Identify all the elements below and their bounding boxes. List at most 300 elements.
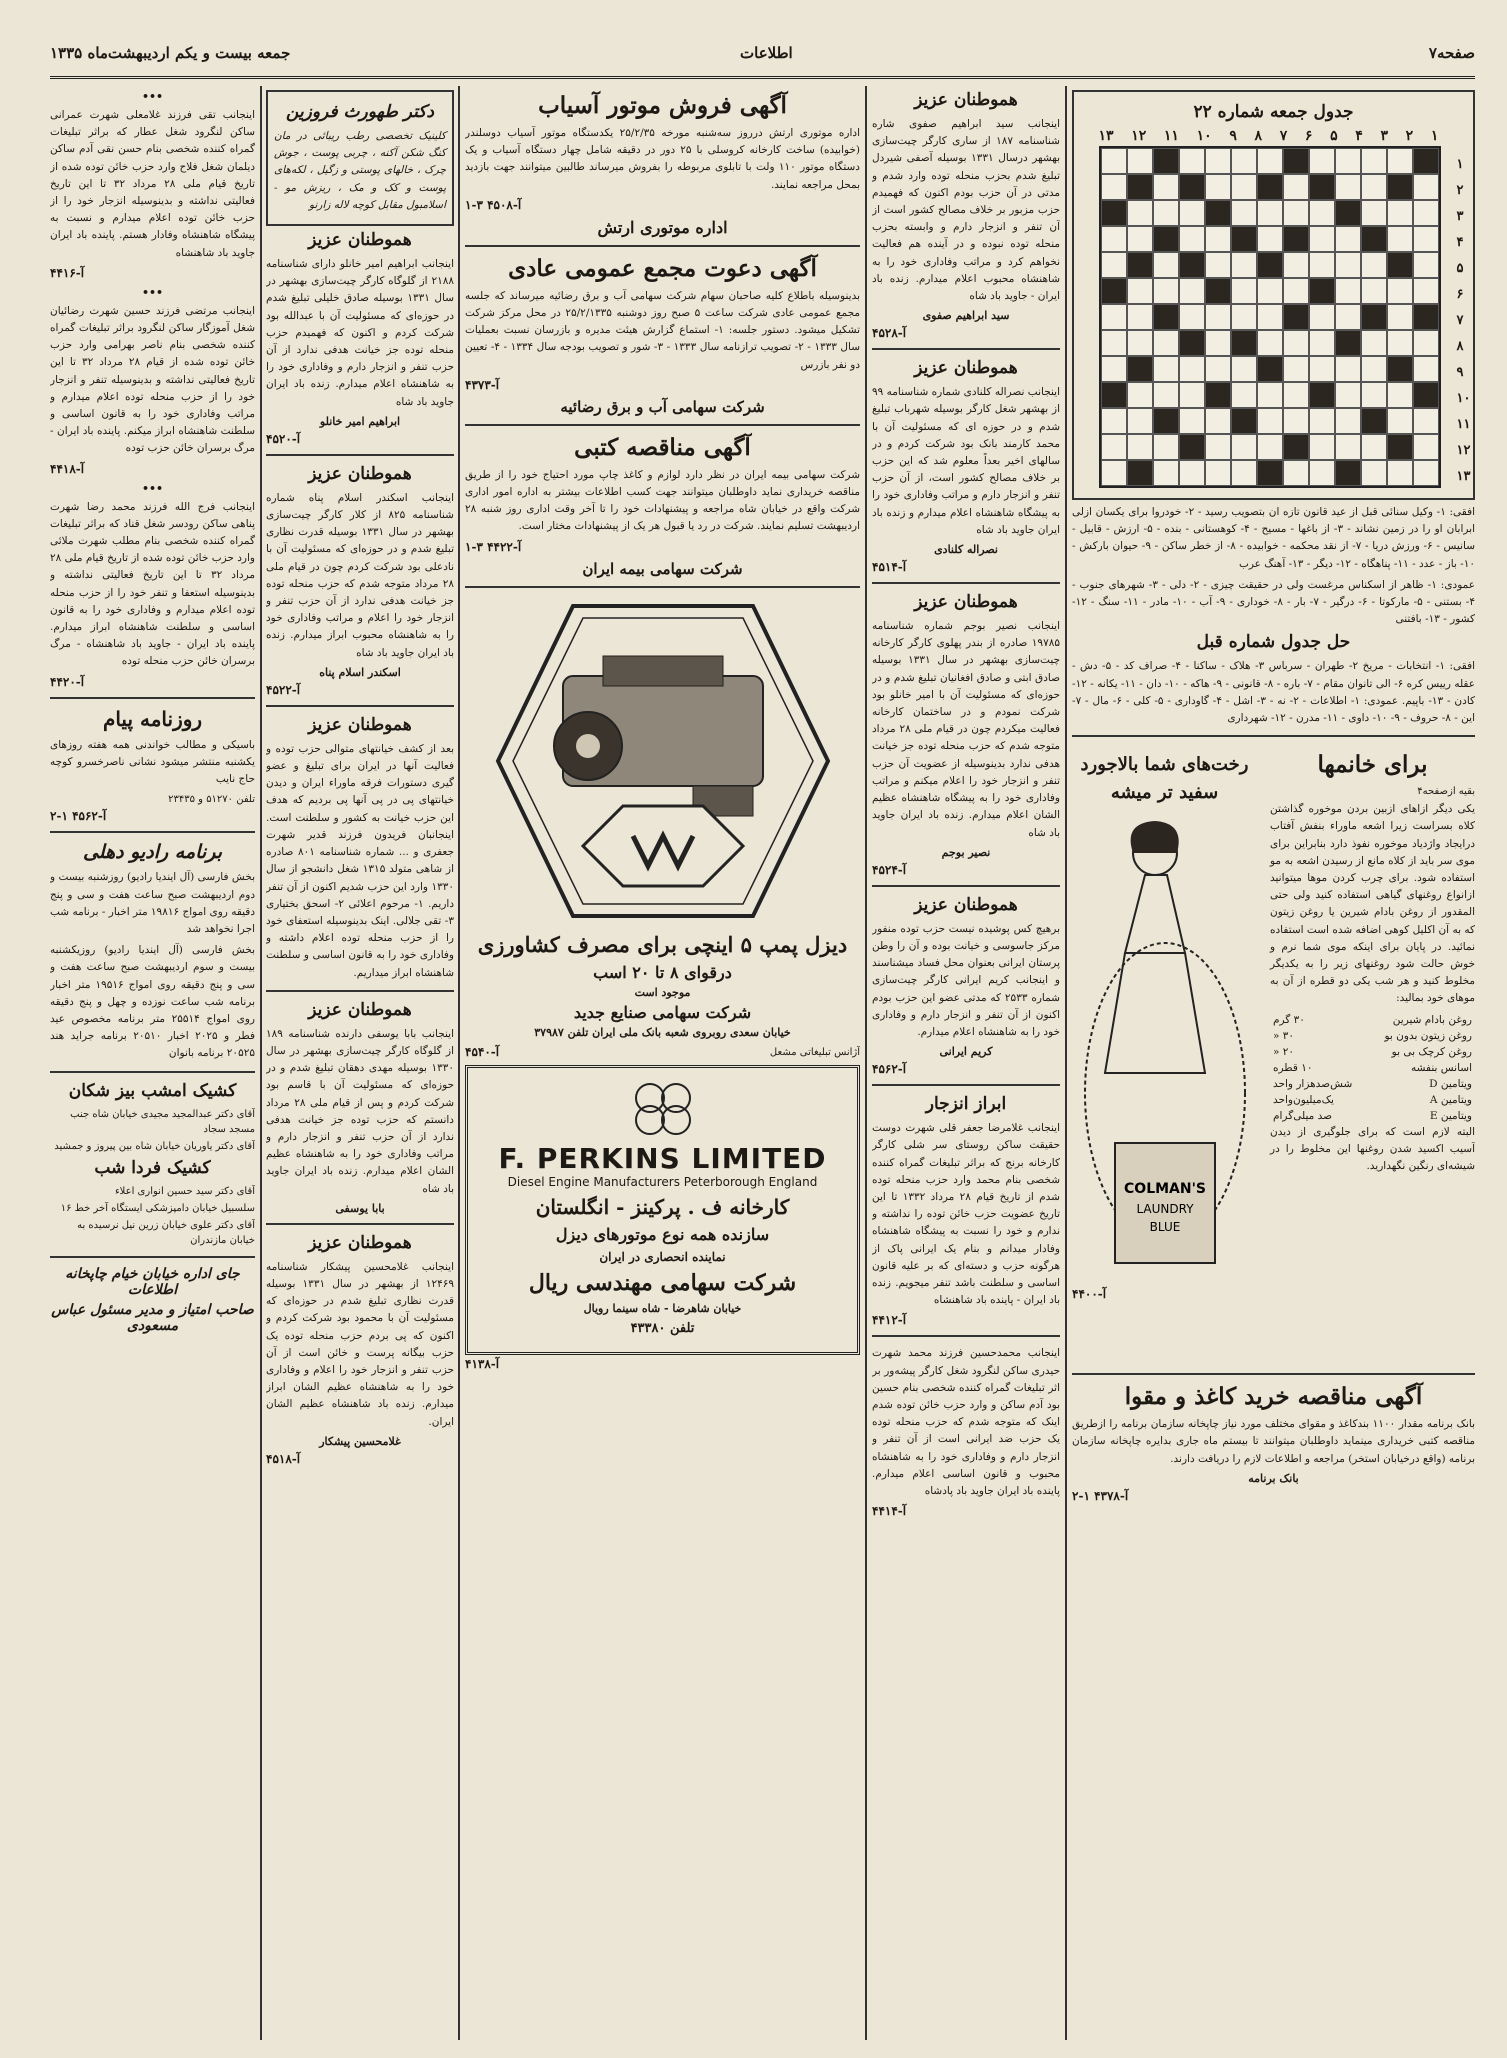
col4-notice-signer: ابراهیم امیر خانلو [319,414,401,428]
crossword-cell[interactable] [1335,356,1361,382]
payam-phone: تلفن ۵۱۲۷۰ و ۲۳۴۳۵ [168,794,255,806]
crossword-cell[interactable] [1361,252,1387,278]
crossword-cell [1335,200,1361,226]
ad-assembly-signer: شرکت سهامی آب و برق رضائیه [560,397,765,416]
crossword-cell[interactable] [1231,356,1257,382]
crossword-cell[interactable] [1153,434,1179,460]
crossword-cell[interactable] [1387,200,1413,226]
recipe-item: روغن کرچک بی بو [1391,1045,1472,1058]
section-divider [266,1223,454,1225]
col5-notice-code: آ-۴۴۲۰ [50,674,85,689]
office-line-1: جای اداره خیابان خیام چاپخانه اطلاعات [65,1265,240,1298]
crossword-cell[interactable] [1153,330,1179,356]
crossword-cell[interactable] [1309,304,1335,330]
crossword-cell[interactable] [1335,304,1361,330]
column-crossword [1072,86,1475,2040]
crossword-cell[interactable] [1335,278,1361,304]
crossword-col-number: ۷ [1279,128,1288,144]
crossword-cell[interactable] [1257,226,1283,252]
crossword-cell[interactable] [1387,382,1413,408]
crossword-cell[interactable] [1309,148,1335,174]
crossword-cell [1413,304,1439,330]
perkins-fa-agent-label: نماینده انحصاری در ایران [599,1249,726,1264]
crossword-cell[interactable] [1283,278,1309,304]
crossword-cell[interactable] [1127,408,1153,434]
recipe-row [1270,1060,1475,1076]
crossword-cell[interactable] [1101,356,1127,382]
col2-notice-title: هموطنان عزیز [914,894,1018,915]
home-section [1072,745,1475,1365]
pharmacy-item: آقای دکتر عبدالمجید مجیدی خیابان شاه جنب مسجد سجاد [70,1108,255,1135]
crossword-cell[interactable] [1283,200,1309,226]
col2-notice-code: آ-۴۵۲۸ [872,326,907,341]
crossword-cell[interactable] [1387,330,1413,356]
col5-notice-marker: ••• [141,90,164,103]
col2-notice-title: هموطنان عزیز [914,90,1018,110]
crossword-cell[interactable] [1309,226,1335,252]
newspaper-name: اطلاعات [740,44,793,62]
crossword-col-number: ۱۱ [1163,128,1179,144]
crossword-cell[interactable] [1335,174,1361,200]
perkins-en-title: F. PERKINS LIMITED [498,1141,827,1175]
col4-notice-code: آ-۴۵۲۰ [266,431,301,446]
crossword-cell [1387,252,1413,278]
recipe-row [1270,1092,1475,1108]
crossword-across-clues: افقی: ۱- وکیل سنائی قبل از عید قانون تازه ان بتصویب رسید - ۲- خودروا برای یکسان ازلی ابرابان او را در زمین نشاند - ۳- از باغها - مسیح - ۴- کوهستانی - بنده - ۵- ارزش - قابیل - سانیس - ۶- ورزش دریا - ۷- از نقد محکمه - خوابیده - ۸- از خطر ساکن - ۹- حیوان بارکش - ۱۰- باز - عدد - ۱۱- پناهگاه - ۱۲- دیگر - ۱۳- آهنگ عرب [1072,506,1475,570]
svg-text:BLUE: BLUE [1149,1220,1180,1235]
col2-notice-body: اینجانب محمدحسین فرزند محمد شهرت حیدری ساکن لنگرود شغل کارگر پیشه‌ور بر اثر تبلیغات گمراه کننده شخصی بنام حسین بود آدم ساکن و وارد حزب خائن توده شدم اینک که متوجه شدم که حزب منحله توده یک حزب ضد ایرانی است از آن تنفر و انزجار دارم و وفاداری خود را به شاهنشاه محبوب و قانون اساسی اعلام میدارم. پاینده باد ایران جاوید باد پادشاه [872,1347,1060,1497]
crossword-row-number: ۲ [1456,183,1464,198]
crossword-cell [1101,382,1127,408]
ad-tender-title: آگهی مناقصه کتبی [574,433,751,461]
payam-body: باسیکی و مطالب خواندنی همه هفته روزهای یکشنبه منتشر میشود نشانی ناصرخسرو کوچه حاج نایب [50,738,255,786]
section-divider [266,454,454,456]
crossword-cell[interactable] [1205,148,1231,174]
pump-ad-title: دیزل پمپ ۵ اینچی برای مصرف کشاورزی [477,931,848,957]
crossword-cell [1101,278,1127,304]
col2-notice-code: آ-۴۵۲۴ [872,862,907,877]
column-rule [458,86,460,2040]
crossword-cell[interactable] [1205,460,1231,486]
crossword-col-number: ۵ [1330,128,1338,144]
crossword-cell [1179,330,1205,356]
crossword-cell[interactable] [1231,148,1257,174]
crossword-cell[interactable] [1179,226,1205,252]
pump-ad-sub: درقوای ۸ تا ۲۰ اسب [593,962,732,982]
crossword-cell[interactable] [1257,200,1283,226]
crossword-cell[interactable] [1335,148,1361,174]
pump-ad-address: خیابان سعدی روبروی شعبه بانک ملی ایران تلفن ۳۷۹۸۷ [534,1025,791,1039]
crossword-cell[interactable] [1127,382,1153,408]
crossword-row-number: ۱۰ [1456,391,1471,406]
crossword-cell [1205,278,1231,304]
col2-notice-code: آ-۴۴۱۲ [872,1313,907,1328]
home-text [1270,745,1475,1179]
crossword-cell[interactable] [1153,278,1179,304]
crossword-cell[interactable] [1257,408,1283,434]
crossword-cell[interactable] [1179,278,1205,304]
col4-notice-title: هموطنان عزیز [308,1232,412,1253]
recipe-row [1270,1076,1475,1092]
crossword-cell[interactable] [1153,200,1179,226]
crossword-cell[interactable] [1127,434,1153,460]
crossword-cell[interactable] [1257,382,1283,408]
crossword-cell [1231,408,1257,434]
col2-notice-title: ابراز انزجار [925,1094,1007,1115]
crossword-cell [1127,460,1153,486]
crossword-wrap [1098,128,1471,488]
crossword-cell[interactable] [1361,356,1387,382]
section-divider [872,885,1060,887]
crossword-cell[interactable] [1413,356,1439,382]
radio-block-2: بخش فارسی (آل ایندیا رادیو) روزیکشنبه بیست و سوم اردیبهشت صبح ساعت هفت و سی و پنج دقیقه روی امواج ۱۹۵۱۶ متر اخبار برنامه شب ساعت نوزده و چهل و پنج دقیقه روی امواج ۲۵۵۱۴ متر برنامه مخصوص عید فطر و ۲۰۲۵ اخبار ۲۰۵۱۰ برنامه جراید هند ۲۰۵۲۵ برنامه بانوان [50,944,255,1060]
crossword-cell[interactable] [1153,252,1179,278]
crossword-grid[interactable] [1099,146,1441,488]
col2-notice-signer: کریم ایرانی [939,1045,993,1059]
pump-ad-footer [465,1043,860,1065]
col5-notice-body: اینجانب فرج الله فرزند محمد رضا شهرت پناهی ساکن رودسر شغل قناد که براثر تبلیغات گمراه کننده شخصی بنام مطلب شهرت ملائی وارد حزب خائن توده شده از تاریخ قیام ملی ۲۸ مرداد ۳۲ تا این تاریخ فعالیتی نداشته و بدینوسیله استعفا و تنفر خود را از حزب منحله توده اعلام میدارم و وفاداری خود را به قانون اساسی و سلطنت شاهنشاه ابراز میدارم. پاینده باد ایران - جاوید باد شاهنشاه - مرگ برسران خائن حزب منحله توده [50,500,255,668]
crossword-cell[interactable] [1309,200,1335,226]
pharmacy-item: سلسبیل خیابان دامپزشکی ایستگاه آخر خط ۱۶ [60,1202,255,1214]
crossword-cell[interactable] [1231,434,1257,460]
section-divider [50,1256,255,1258]
column-rule [260,86,262,2040]
crossword-answer-title: حل جدول شماره قبل [1196,632,1351,653]
crossword-cell[interactable] [1387,278,1413,304]
crossword-cell[interactable] [1153,460,1179,486]
crossword-cell[interactable] [1179,408,1205,434]
crossword-cell[interactable] [1179,460,1205,486]
crossword-cell[interactable] [1153,356,1179,382]
crossword-cell[interactable] [1257,434,1283,460]
column-notices-2 [872,86,1060,2040]
crossword-cell[interactable] [1361,382,1387,408]
col4-notice-body: بعد از کشف خیانتهای متوالی حزب توده و فعالیت آنها در ایران برای تبلیغ و عضو گیری دستورات فرقه ماوراء ایران و دیدن خیانتهای پی در پی آنها پی بردیم که هدف این حزب خیانت به کشور و سلطنت است. اینجانبان فریدون فرزند قدیر شهرت جعفری و ... شماره شناسنامه ۸۰۱ صادره از شاهی متولد ۱۳۱۵ شغل دانشجو از سال ۱۳۳۰ وارد این حزب شدیم اکنون از آن تنفر داریم. ۱- مرحوم اعلائی ۲- اسحق بختیاری ۳- تقی جلالی. اینک بدینوسیله استعفای خود را از حزب منحله توده اعلام داشته و وفاداری خود را به قانون اساسی و سلطنت شاهنشاه ابراز میداریم. [266,742,454,979]
crossword-col-number: ۱۲ [1131,128,1147,144]
recipe-row [1270,1108,1475,1124]
crossword-cell[interactable] [1335,434,1361,460]
crossword-cell[interactable] [1413,434,1439,460]
tender-signer: بانک برنامه [1248,1471,1299,1485]
radio-block-1: بخش فارسی (آل ایندیا رادیو) روزشنبه بیست و دوم اردیبهشت صبح ساعت هفت و سی و پنج دقیقه روی امواج ۱۹۸۱۶ متر اخبار - برنامه شب اجرا نخواهد شد [50,871,255,935]
crossword-row-number: ۱۳ [1456,469,1471,484]
column-rule [865,86,867,2040]
col2-notice-signer: نصراله کلنادی [934,543,998,557]
section-divider [266,705,454,707]
crossword-cell[interactable] [1361,434,1387,460]
crossword-row-number: ۶ [1456,287,1464,302]
recipe-item: روغن زیتون بدون بو [1384,1029,1472,1042]
col2-notice-body: برهیچ کس پوشیده نیست حزب توده منفور مرکز جاسوسی و خیانت بوده و آن را وطن پرستان ایرانی بعنوان محل فساد میشناسند و اینجانب کریم ایرانی کارگر چیت‌سازی شماره ۲۵۳۳ که مدتی عضو این حزب بودم اکنون از آن تنفر و انزجار دارم و وفاداری خود را به شاهنشاه اعلام میدارم. [872,922,1060,1038]
crossword-cell[interactable] [1387,226,1413,252]
col5-notice-body: اینجانب تقی فرزند غلامعلی شهرت عمرانی ساکن لنگرود شغل عطار که براثر تبلیغات گمراه کننده شخصی بنام حسن نقی آدم ساکن دیلمان شغل فلاح وارد حزب خائن توده شده از تاریخ قیام ملی ۲۸ مرداد ۳۲ تا این تاریخ فعالیتی نداشته و بدینوسیله انزجار خود را از حزب خائن توده اعلام میدارم و نسبت به پیشگاه شاهنشاه وفادار هستم. پاینده باد ایران جاوید باد شاهنشاه [50,109,255,259]
col4-notice-signer: اسکندر اسلام پناه [319,665,401,679]
recipe-row [1270,1028,1475,1044]
crossword-cell[interactable] [1335,252,1361,278]
perkins-ad [465,1065,860,1355]
crossword-row-number: ۸ [1456,339,1464,354]
crossword-cell[interactable] [1413,278,1439,304]
ad-tender-code: آ-۴۴۲۲ ۳-۱ [465,539,522,554]
crossword-cell[interactable] [1413,252,1439,278]
recipe-qty: ۳۰ گرم [1273,1013,1305,1026]
ad-mill-body: اداره موتوری ارتش درروز سه‌شنبه مورخه ۲۵/۲/۳۵ یکدستگاه موتور آسیاب دوسلندر (خوابیده) ساخت کارخانه کروسلی با ۲۵ دور در دقیقه شامل چهار دستگاه آسیاب و یک دستگاه موتور ۱۱۰ ولت با تابلوی مربوطه را بفروش میرساند طالبین میتوانند جهت بازدید بمحل مراجعه نمایند. [465,127,860,191]
recipe-qty: یک‌میلیون‌واحد [1273,1093,1334,1106]
crossword-cell[interactable] [1413,200,1439,226]
perkins-logo-icon [628,1078,698,1138]
crossword-cell[interactable] [1179,148,1205,174]
col4-notice-body: اینجانب اسکندر اسلام پناه شماره شناسنامه ۸۲۵ از کلار کارگر چیت‌سازی بهشهر در سال ۱۳۳۱ بوسیله قدرت نظاری تبلیغ شدم و در حوزه‌ای که مسئولیت آن با نادعلی بود شرکت کردم چون در قیام ملی ۲۸ مرداد متوجه شدم که حزب منحله توده جز خیانت هدفی ندارد از آن حزب تنفر و انزجار خود را اعلام و مراتب وفاداری خود را به شاهنشاه محبوب ابراز میدارم. زنده باد ایران جاوید باد شاه [266,491,454,659]
crossword-cell[interactable] [1101,304,1127,330]
crossword-cell[interactable] [1231,460,1257,486]
section-divider [465,245,860,247]
crossword-cell[interactable] [1231,174,1257,200]
pharmacy-title: کشیک امشب بیز شکان [68,1080,237,1101]
crossword-row-number: ۱ [1456,157,1464,172]
crossword-cell[interactable] [1361,278,1387,304]
col4-notice-body: اینجانب بابا یوسفی دارنده شناسنامه ۱۸۹ از گلوگاه کارگر چیت‌سازی بهشهر در سال ۱۳۳۰ بوسیله مهدی دهقان تبلیغ شدم و در حوزه‌ای که مسئولیت آن با قاسم بود شرکت کردم و پس از قیام ملی ۲۸ مرداد دانستم که حزب توده جز خیانت هدفی ندارد از آن حزب تنفر و انزجار دارم و مراتب وفاداری خود را به شاهنشاه عظیم الشان اعلام میدارم. زنده باد ایران جاوید باد شاه [266,1027,454,1195]
crossword-cell[interactable] [1101,434,1127,460]
crossword-cell [1387,174,1413,200]
crossword-cell[interactable] [1387,460,1413,486]
recipe-qty: شش‌صدهزار واحد [1273,1077,1353,1090]
crossword-cell[interactable] [1361,174,1387,200]
crossword-cell[interactable] [1361,330,1387,356]
crossword-cell[interactable] [1101,148,1127,174]
crossword-row-numbers [1457,152,1471,490]
crossword-cell [1335,460,1361,486]
crossword-cell[interactable] [1413,174,1439,200]
crossword-cell[interactable] [1335,408,1361,434]
crossword-cell[interactable] [1387,148,1413,174]
perkins-phone: تلفن ۴۳۳۸۰ [630,1320,695,1336]
recipe-qty: ۲۰ « [1273,1045,1295,1058]
crossword-cell[interactable] [1309,434,1335,460]
crossword-cell [1179,252,1205,278]
crossword-cell [1231,330,1257,356]
col5-notice-marker: ••• [141,285,164,299]
crossword-cell[interactable] [1231,252,1257,278]
crossword-cell[interactable] [1309,356,1335,382]
col2-notice-code: آ-۴۵۱۴ [872,560,907,575]
crossword-cell[interactable] [1127,148,1153,174]
crossword-row-number: ۱۲ [1456,443,1471,458]
crossword-cell [1179,434,1205,460]
crossword-cell [1153,226,1179,252]
crossword-cell[interactable] [1283,252,1309,278]
crossword-cell[interactable] [1257,148,1283,174]
crossword-cell[interactable] [1205,356,1231,382]
crossword-cell [1205,200,1231,226]
crossword-cell[interactable] [1153,382,1179,408]
crossword-cell[interactable] [1127,304,1153,330]
recipe-item: ویتامین E [1429,1109,1472,1122]
crossword-cell[interactable] [1127,278,1153,304]
crossword-cell [1387,434,1413,460]
doctor-ad-body: کلینیک تخصصی رطب ریبائی در مان کنگ شکن آکنه ، چربی پوست ، جوش چرک ، خالهای پوستی و زگیل ، لکه‌های پوست و کک و مک ، ریزش مو - اسلامبول مقابل کوچه لاله زارنو [274,130,446,211]
crossword-cell[interactable] [1205,304,1231,330]
crossword-cell [1361,408,1387,434]
crossword-cell[interactable] [1127,200,1153,226]
recipe-item: روغن بادام شیرین [1392,1013,1472,1026]
crossword-cell [1283,304,1309,330]
crossword-cell[interactable] [1231,304,1257,330]
perkins-fa-sub: سازنده همه نوع موتورهای دیزل [555,1224,770,1244]
section-divider [872,348,1060,350]
ad-tender-signer: شرکت سهامی بیمه ایران [582,559,743,578]
crossword-cell [1309,382,1335,408]
crossword-cell [1127,252,1153,278]
crossword-cell[interactable] [1283,408,1309,434]
crossword-cell[interactable] [1413,460,1439,486]
crossword-cell[interactable] [1179,356,1205,382]
crossword-cell[interactable] [1101,226,1127,252]
home-footer: البته لازم است که برای جلوگیری از دیدن آسیب اکسید شدن روغنها این مخلوط را در شیشه‌ای رنگین نگهدارید. [1270,1125,1475,1173]
crossword-cell[interactable] [1387,408,1413,434]
crossword-cell [1231,226,1257,252]
crossword-cell[interactable] [1361,148,1387,174]
crossword-cell[interactable] [1335,382,1361,408]
column-notices-5 [50,86,255,2040]
crossword-cell [1153,408,1179,434]
svg-text:LAUNDRY: LAUNDRY [1135,1202,1194,1217]
perkins-fa-title: کارخانه ف . پرکینز - انگلستان [535,1194,790,1219]
crossword-cell[interactable] [1153,174,1179,200]
crossword-cell[interactable] [1231,382,1257,408]
col4-notice-code: آ-۴۵۱۸ [266,1451,301,1466]
crossword-cell[interactable] [1361,460,1387,486]
col2-notice-code: آ-۴۴۱۴ [872,1504,907,1519]
crossword-cell[interactable] [1387,304,1413,330]
col4-notice-title: هموطنان عزیز [308,230,412,251]
crossword-cell[interactable] [1309,252,1335,278]
crossword-cell[interactable] [1205,174,1231,200]
pump-ad-code: آ-۴۵۴۰ [465,1044,500,1059]
crossword-cell[interactable] [1205,408,1231,434]
crossword-cell[interactable] [1283,174,1309,200]
pump-ad-stock: موجود است [634,985,691,999]
crossword-cell[interactable] [1413,408,1439,434]
laundry-ad [1072,745,1257,1355]
crossword-cell[interactable] [1205,226,1231,252]
crossword-cell[interactable] [1101,174,1127,200]
crossword-cell [1153,304,1179,330]
crossword-cell[interactable] [1283,382,1309,408]
section-divider [50,1071,255,1073]
crossword-cell[interactable] [1309,460,1335,486]
recipe-row [1270,1012,1475,1028]
crossword-cell[interactable] [1231,278,1257,304]
crossword-cell[interactable] [1179,304,1205,330]
crossword-row-number: ۵ [1456,261,1464,276]
col4-notice-body: اینجانب غلامحسین پیشکار شناسنامه ۱۲۴۶۹ از بهشهر در سال ۱۳۳۱ بوسیله قدرت نظاری تبلیغ شدم در حوزه‌ای که مسئولیت آن با محمود بود شرکت کردم و اکنون که پی بردم حزب منحله توده یک حزب بیگانه پرست و خائن است از آن حزب تنفر و انزجار خود را اعلام و وفاداری خود را به شاهنشاه عظیم الشان ابراز میدارم. زنده باد شاهنشاه عظیم الشان ایران. [266,1260,454,1428]
crossword-cell[interactable] [1205,330,1231,356]
ad-mill-title: آگهی فروش موتور آسیاب [538,92,787,119]
col4-notice-body: اینجانب ابراهیم امیر خانلو دارای شناسنامه ۲۱۸۸ از گلوگاه کارگر چیت‌سازی بهشهر در سال ۱۳۳۱ بوسیله صادق خلیلی تبلیغ شدم در حوزه‌ای که مسئولیت آن با عبدالله بود شرکت کردم و اکنون که فهمیدم حزب منحله توده جز خیانت هدفی ندارد از آن حزب تنفر و انزجار دارم و وفاداری خود را به شاهنشاه اعلام میدارم. زنده باد ایران جاوید باد شاه [266,258,454,408]
crossword-cell[interactable] [1309,408,1335,434]
crossword-cell [1413,148,1439,174]
crossword-cell[interactable] [1309,330,1335,356]
crossword-cell[interactable] [1283,460,1309,486]
pump-ad [465,596,860,1065]
crossword-cell[interactable] [1101,252,1127,278]
crossword-cell[interactable] [1101,408,1127,434]
crossword-cell[interactable] [1179,200,1205,226]
crossword-cell[interactable] [1127,226,1153,252]
crossword-cell[interactable] [1361,200,1387,226]
section-divider [872,582,1060,584]
recipe-item: ویتامین D [1429,1077,1472,1090]
crossword-cell[interactable] [1231,200,1257,226]
crossword-cell[interactable] [1413,330,1439,356]
crossword-cell [1283,434,1309,460]
crossword-cell[interactable] [1335,226,1361,252]
laundry-ad-caption: رخت‌های شما بالاجورد سفید تر میشه [1080,754,1249,804]
crossword-col-number: ۹ [1229,128,1237,144]
laundry-ad-code: آ-۴۴۰۰ [1072,1287,1107,1302]
col5-notice-body: اینجانب مرتضی فرزند حسین شهرت رضائیان شغل آموزگار ساکن لنگرود براثر تبلیغات گمراه کننده شخصی بنام ناصر بهرامی وارد حزب خائن توده شده از قیام ۲۸ مرداد ۳۲ تا این تاریخ فعالیتی نداشته و بدینوسیله تنفر و انزجار خود را از حزب منحله توده اعلام میدارم و مراتب وفاداری خود را به قانون اساسی و سلطنت شاهنشاه ابراز میکنم. پاینده باد ایران - مرگ برسران خائن حزب توده [50,304,255,455]
pharmacy-item: آقای دکتر علوی خیابان زرین نیل نرسیده به خیابان مازندران [77,1219,255,1246]
crossword-cell [1257,174,1283,200]
crossword-column-numbers [1099,128,1439,144]
crossword-cell [1361,304,1387,330]
tender-title: آگهی مناقصه خرید کاغذ و مقوا [1124,1383,1423,1411]
col2-notice-body: اینجانب سید ابراهیم صفوی شاره شناسنامه ۱۸۷ از ساری کارگر چیت‌سازی بهشهر درسال ۱۳۳۱ بوسیله آصفی شیردل تبلیغ شدم بحزب منحله توده وارد شدم و مدتی در آن حزب بودم اکنون که فهمیدم حزب مزبور بر خلاف مصالح کشور است از آن تنفر و انزجار دارم و وابسته بحزب منحله توده نبوده و در آینده هم فعالیت نخواهم کرد و مراتب وفاداری خود را به شاهنشاه محبوب اعلام میدارم. زنده باد ایران - جاوید باد شاه [872,118,1060,303]
pump-ad-company: شرکت سهامی صنایع جدید [573,1002,752,1022]
crossword-col-number: ۴ [1355,128,1363,144]
newspaper-page [50,36,1475,2046]
col2-notice-body: اینجانب غلامرضا جعفر قلی شهرت دوست حقیقت ساکن روستای سر شلی کارگر کارخانه برنج که براثر تبلیغات گمراه کننده شخصی بنام محمد وارد حزب منحله توده شدم از تاریخ قیام ۲۸ مرداد ۱۳۳۲ تا این تاریخ عضویت حزب خائن توده را نداشته و ندارم و خود را نسبت به پیشگاه شاهنشاه وفادار میدانم و بنام یک ایرانی پاک از هرگونه حزب و دسته‌ای که بر علیه قانون اساسی و سلطنت باشد تنفر میجویم. زنده باد ایران - پاینده باد شاهنشاه [872,1122,1060,1307]
crossword-cell[interactable] [1257,278,1283,304]
recipe-item: ویتامین A [1429,1093,1472,1106]
crossword-row-number: ۱۱ [1456,417,1471,432]
crossword-cell[interactable] [1127,330,1153,356]
crossword-cell[interactable] [1101,460,1127,486]
crossword-cell[interactable] [1257,304,1283,330]
crossword-cell [1335,330,1361,356]
svg-text:COLMAN'S: COLMAN'S [1123,1181,1206,1198]
crossword-answers: افقی: ۱- انتخابات - مریخ ۲- طهران - سرباس ۳- هلاک - ساکنا - ۴- صراف کد - ۵- دش - عقله رییس کره ۶- الی تانوان مقام - ۷- باره - ۸- قانونی - ۹- هاکه - ۱۰- دان - ۱۱- یکانه - ۱۲- کادن - ۱۳- باپیم. عمودی: ۱- اطلاعات - ۲- نه - ۳- اشل - ۴- گاوداری - ۵- کلی - ۶- مال - ۷- این - ۸- حروف - ۹- ۱۰- داوی - ۱۱- مدرن - ۱۲- شهرداری [1072,660,1475,725]
payam-title: روزنامه پیام [102,706,203,731]
crossword-cell[interactable] [1205,252,1231,278]
crossword-cell [1309,174,1335,200]
crossword-cell [1153,148,1179,174]
col2-notice-signer: سید ابراهیم صفوی [922,309,1010,323]
crossword-row-number: ۷ [1456,313,1464,328]
crossword-cell[interactable] [1101,330,1127,356]
crossword-row-number: ۳ [1456,209,1464,224]
crossword-col-number: ۶ [1304,128,1313,144]
crossword-cell[interactable] [1413,226,1439,252]
crossword-cell[interactable] [1257,330,1283,356]
col4-notice-signer: بابا یوسفی [335,1201,385,1215]
office-line-2: صاحب امتیاز و مدیر مسئول عباس مسعودی [51,1301,254,1334]
diesel-engine-icon [493,596,833,926]
ad-mill-code: آ-۴۵۰۸ ۳-۱ [465,197,522,212]
crossword-cell [1179,174,1205,200]
home-title: برای خانمها [1317,751,1428,779]
crossword-cell[interactable] [1283,330,1309,356]
crossword-cell[interactable] [1283,356,1309,382]
col4-notice-title: هموطنان عزیز [308,714,412,735]
crossword-col-number: ۱۰ [1196,128,1212,144]
crossword-cell [1283,148,1309,174]
crossword-cell [1309,278,1335,304]
crossword-cell[interactable] [1205,434,1231,460]
column-rule [1065,86,1067,2040]
col4-notice-signer: غلامحسین پیشکار [319,1434,401,1448]
crossword-cell[interactable] [1179,382,1205,408]
